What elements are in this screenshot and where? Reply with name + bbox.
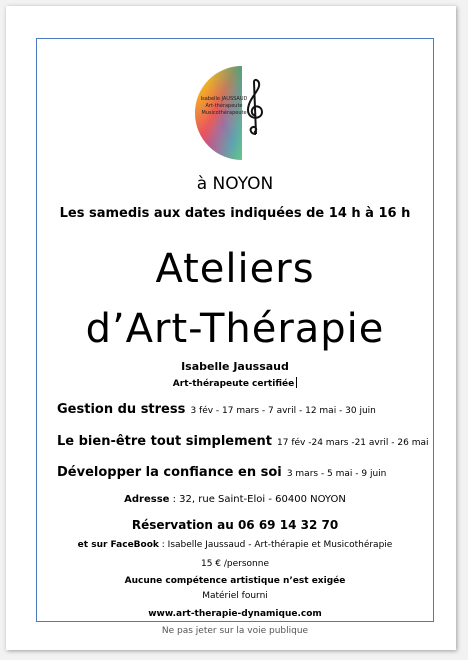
no-skill-note: Aucune compétence artistique n’est exigée bbox=[124, 576, 346, 586]
workshop-title: Développer la confiance en soi bbox=[57, 465, 282, 480]
logo-line2: Art-thérapeute bbox=[205, 103, 243, 109]
facebook-label: et sur FaceBook bbox=[77, 540, 159, 550]
workshop-dates: 3 mars - 5 mai - 9 juin bbox=[286, 469, 387, 479]
address-value: : 32, rue Saint-Eloi - 60400 NOYON bbox=[169, 494, 346, 505]
workshop-item bbox=[57, 461, 386, 480]
facebook-value: : Isabelle Jaussaud - Art-thérapie et Musicothérapie bbox=[158, 540, 393, 550]
workshop-item bbox=[57, 430, 429, 449]
person-role bbox=[36, 377, 434, 389]
material-note: Matériel fourni bbox=[202, 591, 268, 601]
person-name: Isabelle Jaussaud bbox=[181, 360, 289, 373]
logo-line3: Musicothérapeute bbox=[201, 110, 247, 116]
schedule: Les samedis aux dates indiquées de 14 h à 16 h bbox=[59, 206, 411, 221]
logo-name: Isabelle JAUSSAUD bbox=[200, 96, 248, 102]
logo-text bbox=[196, 96, 252, 117]
workshop-title: Le bien-être tout simplement bbox=[57, 434, 272, 449]
price: 15 € /personne bbox=[200, 559, 270, 569]
city: à NOYON bbox=[196, 174, 274, 194]
workshop-title: Gestion du stress bbox=[57, 402, 186, 417]
title-line-2: d’Art-Thérapie bbox=[85, 306, 385, 352]
title-line-1: Ateliers bbox=[155, 246, 315, 292]
text-cursor bbox=[296, 377, 297, 388]
address-label: Adresse bbox=[124, 494, 170, 505]
address bbox=[36, 494, 434, 505]
website-link[interactable]: www.art-therapie-dynamique.com bbox=[148, 609, 322, 619]
facebook bbox=[36, 540, 434, 550]
workshop-dates: 17 fév -24 mars -21 avril - 26 mai bbox=[277, 438, 429, 448]
workshop-item bbox=[57, 398, 376, 417]
footer-note: Ne pas jeter sur la voie publique bbox=[161, 626, 309, 636]
reservation: Réservation au 06 69 14 32 70 bbox=[131, 518, 339, 532]
workshop-dates: 3 fév - 17 mars - 7 avril - 12 mai - 30 juin bbox=[190, 406, 376, 416]
role-text: Art-thérapeute certifiée bbox=[172, 379, 295, 389]
